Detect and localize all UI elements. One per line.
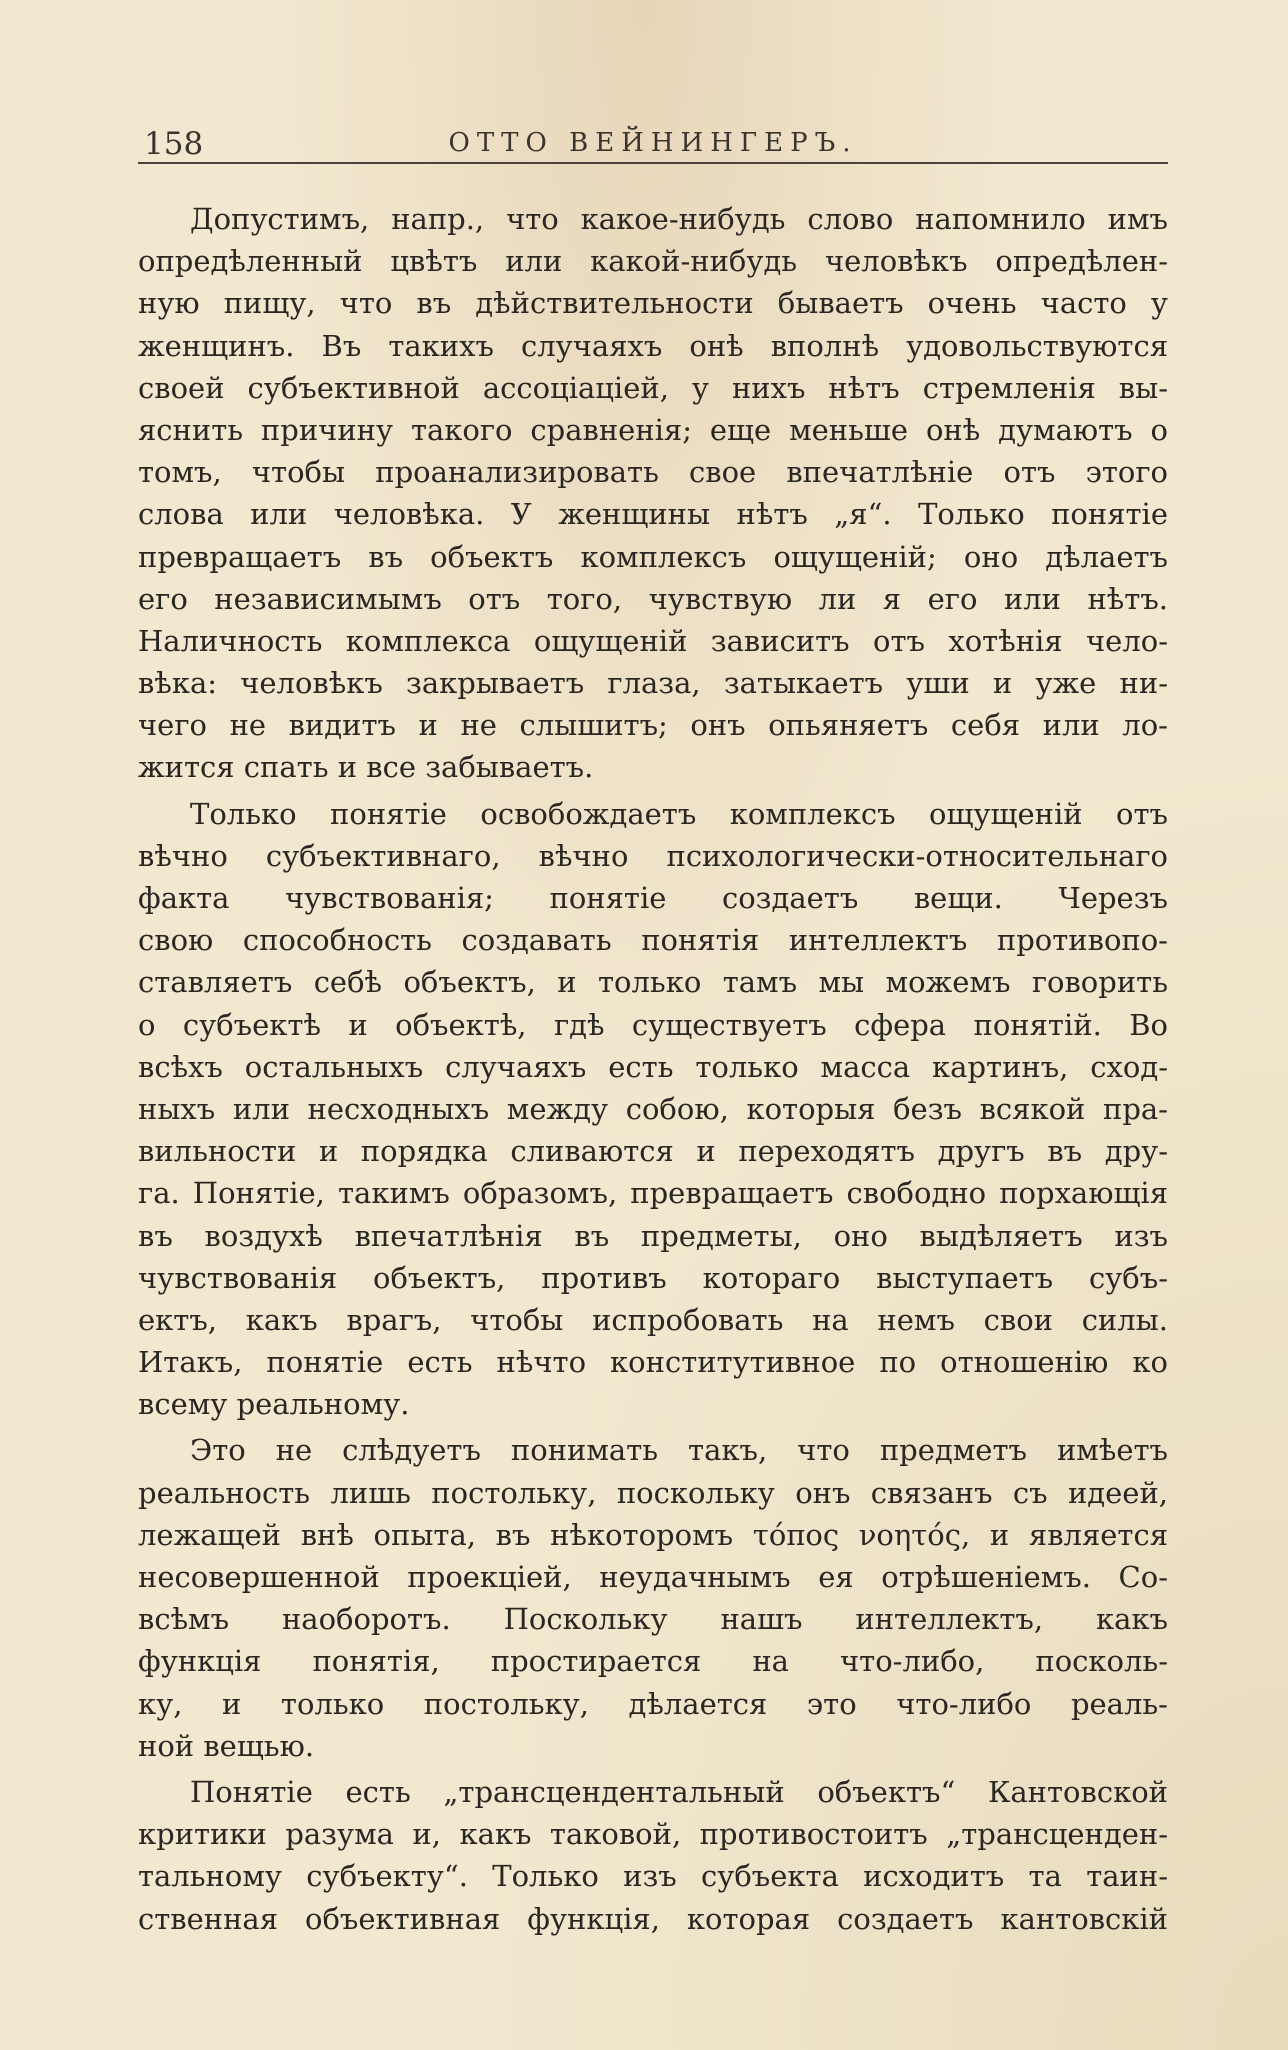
text-line: тальному субъекту“. Только изъ субъекта исходитъ та таин- [138, 1859, 1168, 1894]
text-line: о субъектѣ и объектѣ, гдѣ существуетъ сфера понятій. Во [138, 1007, 1168, 1042]
text-line: реальность лишь постольку, поскольку онъ связанъ съ идеей, [138, 1475, 1168, 1510]
text-line: ставляетъ себѣ объектъ, и только тамъ мы можемъ говорить [138, 965, 1168, 1000]
text-line: Допустимъ, напр., что какое-нибудь слово напомнило имъ [190, 202, 1168, 236]
text-line: вильности и порядка сливаются и переходятъ другъ въ дру- [138, 1134, 1168, 1169]
text-line: всѣхъ остальныхъ случаяхъ есть только масса картинъ, сход- [138, 1049, 1168, 1084]
paragraph [138, 198, 1168, 789]
text-line: несовершенной проекціей, неудачнымъ ея отрѣшеніемъ. Со- [138, 1560, 1168, 1594]
text-line: чувствованія объектъ, противъ котораго выступаетъ субъ- [138, 1260, 1168, 1295]
text-line: женщинъ. Въ такихъ случаяхъ онѣ вполнѣ удовольствуются [138, 328, 1168, 363]
text-line: факта чувствованія; понятіе создаетъ вещи. Черезъ [138, 881, 1168, 915]
text-line: опредѣленный цвѣтъ или какой-нибудь человѣкъ опредѣлен- [138, 244, 1168, 279]
text-line: ную пищу, что въ дѣйствительности бываетъ очень часто у [138, 286, 1168, 321]
text-line: Итакъ, понятіе есть нѣчто конститутивное по отношенію ко [138, 1345, 1168, 1380]
text-line: ственная объективная функція, которая создаетъ кантовскій [138, 1901, 1168, 1936]
paragraph [138, 1429, 1168, 1767]
text-line: Только понятіе освобождаетъ комплексъ ощущеній отъ [190, 796, 1168, 831]
running-title: ОТТО ВЕЙНИНГЕРЪ. [448, 128, 858, 158]
text-line: Понятіе есть „трансцендентальный объектъ“ Кантовской [190, 1774, 1168, 1809]
text-line: жится спать и все забываетъ. [138, 750, 594, 785]
text-line: превращаетъ въ объектъ комплексъ ощущеній; оно дѣлаетъ [138, 539, 1168, 574]
text-line: га. Понятіе, такимъ образомъ, превращаетъ свободно порхающія [138, 1176, 1168, 1211]
text-line: слова или человѣка. У женщины нѣтъ „я“. Только понятіе [138, 497, 1168, 532]
text-line: Наличность комплекса ощущеній зависитъ отъ хотѣнія чело- [138, 623, 1168, 658]
text-line: свою способность создавать понятія интеллектъ противопо- [138, 923, 1168, 958]
page-number: 158 [144, 126, 204, 162]
text-line: ектъ, какъ врагъ, чтобы испробовать на немъ свои силы. [138, 1302, 1168, 1337]
text-line: Это не слѣдуетъ понимать такъ, что предметъ имѣетъ [190, 1433, 1168, 1468]
text-line: вѣчно субъективнаго, вѣчно психологически-относительнаго [138, 838, 1168, 873]
paragraph [138, 793, 1168, 1426]
text-line: критики разума и, какъ таковой, противостоитъ „трансценден- [138, 1817, 1168, 1852]
text-line: въ воздухѣ впечатлѣнія въ предметы, оно выдѣляетъ изъ [138, 1218, 1168, 1253]
text-line: его независимымъ отъ того, чувствую ли я его или нѣтъ. [138, 581, 1168, 616]
text-line: томъ, чтобы проанализировать свое впечатлѣніе отъ этого [138, 455, 1168, 490]
text-line: функція понятія, простирается на что-либо, посколь- [138, 1644, 1168, 1679]
text-line: всему реальному. [138, 1387, 410, 1422]
header-rule [138, 162, 1168, 164]
text-line: ныхъ или несходныхъ между собою, которыя безъ всякой пра- [138, 1091, 1168, 1126]
body-text [138, 198, 1168, 1940]
text-line: лежащей внѣ опыта, въ нѣкоторомъ τόπος νοητός, и является [138, 1517, 1168, 1552]
running-head [138, 118, 1168, 164]
text-line: своей субъективной ассоціаціей, у нихъ нѣтъ стремленія вы- [138, 370, 1168, 405]
text-line: вѣка: человѣкъ закрываетъ глаза, затыкаетъ уши и уже ни- [138, 666, 1168, 701]
text-line: ной вещью. [138, 1728, 315, 1763]
text-line: всѣмъ наоборотъ. Поскольку нашъ интеллектъ, какъ [138, 1602, 1168, 1637]
text-line: чего не видитъ и не слышитъ; онъ опьяняетъ себя или ло- [138, 708, 1168, 743]
text-line: яснить причину такого сравненія; еще меньше онѣ думаютъ о [138, 412, 1168, 447]
text-line: ку, и только постольку, дѣлается это что-либо реаль- [138, 1686, 1168, 1721]
paragraph [138, 1771, 1168, 1940]
